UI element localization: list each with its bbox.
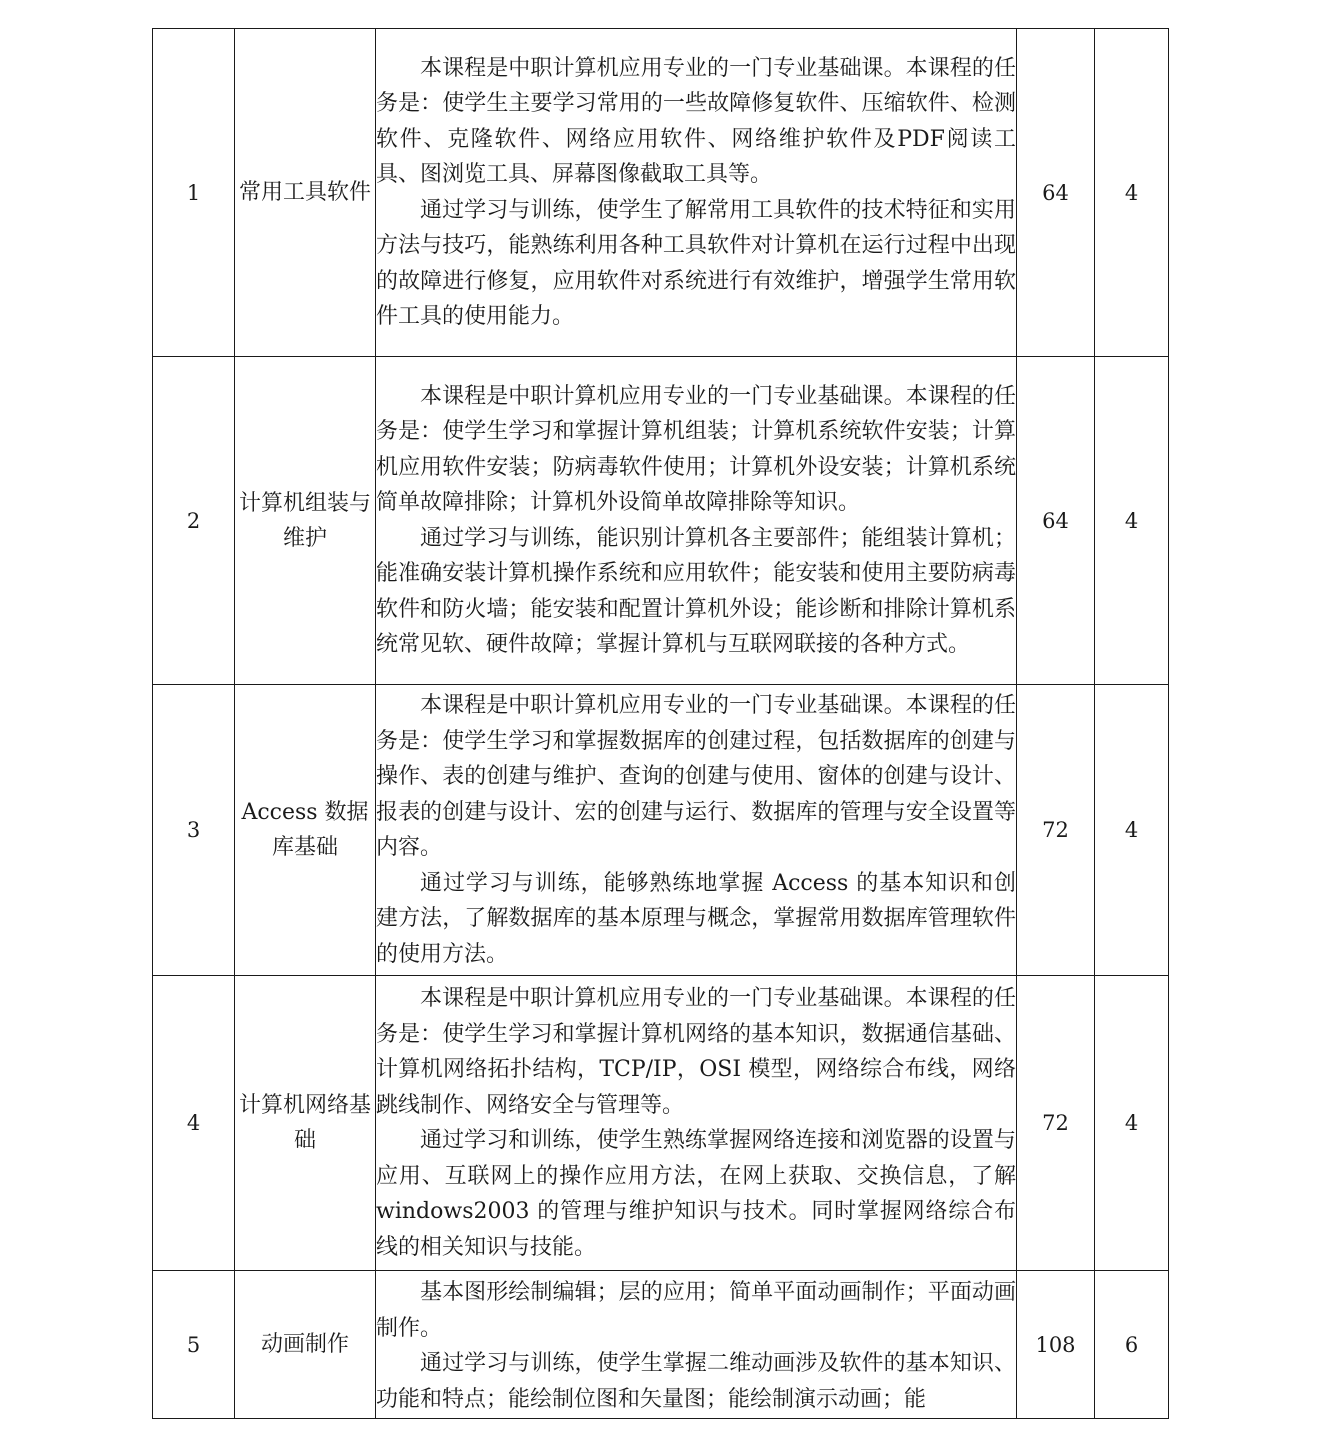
- course-name: 动画制作: [235, 1271, 376, 1419]
- course-description: [376, 976, 1017, 1271]
- description-paragraph: 本课程是中职计算机应用专业的一门专业基础课。本课程的任务是：使学生学习和掌握计算机组装；计算机系统软件安装；计算机应用软件安装；防病毒软件使用；计算机外设安装；计算机系统简单故障排除；计算机外设简单故障排除等知识。: [376, 383, 1016, 515]
- course-table: [152, 28, 1169, 1419]
- course-name: 常用工具软件: [235, 29, 376, 357]
- table-row: [153, 29, 1169, 357]
- course-name: Access 数据库基础: [235, 685, 376, 976]
- course-number: 1: [153, 29, 235, 357]
- course-credits: 4: [1095, 29, 1169, 357]
- course-number: 2: [153, 357, 235, 685]
- description-paragraph: 通过学习和训练，使学生熟练掌握网络连接和浏览器的设置与应用、互联网上的操作应用方法，在网上获取、交换信息，了解 windows2003 的管理与维护知识与技术。同时掌握网络综合布线的相关知识与技能。: [376, 1128, 1016, 1260]
- description-paragraph: 基本图形绘制编辑；层的应用；简单平面动画制作；平面动画制作。: [376, 1280, 1016, 1341]
- description-paragraph: 通过学习与训练，能识别计算机各主要部件；能组装计算机；能准确安装计算机操作系统和应用软件；能安装和使用主要防病毒软件和防火墙；能安装和配置计算机外设；能诊断和排除计算机系统常见软、硬件故障；掌握计算机与互联网联接的各种方式。: [376, 525, 1016, 657]
- course-credits: 4: [1095, 357, 1169, 685]
- table-row: [153, 1271, 1169, 1419]
- course-description: [376, 357, 1017, 685]
- description-paragraph: 本课程是中职计算机应用专业的一门专业基础课。本课程的任务是：使学生学习和掌握计算机网络的基本知识，数据通信基础、计算机网络拓扑结构，TCP/IP，OSI 模型，网络综合布线，网络跳线制作、网络安全与管理等。: [376, 986, 1016, 1118]
- course-name: 计算机网络基础: [235, 976, 376, 1271]
- course-credits: 4: [1095, 685, 1169, 976]
- course-name: 计算机组装与维护: [235, 357, 376, 685]
- course-hours: 108: [1017, 1271, 1095, 1419]
- course-description: [376, 29, 1017, 357]
- course-hours: 72: [1017, 685, 1095, 976]
- course-number: 4: [153, 976, 235, 1271]
- description-paragraph: 本课程是中职计算机应用专业的一门专业基础课。本课程的任务是：使学生学习和掌握数据库的创建过程，包括数据库的创建与操作、表的创建与维护、查询的创建与使用、窗体的创建与设计、报表的创建与设计、宏的创建与运行、数据库的管理与安全设置等内容。: [376, 693, 1016, 860]
- course-hours: 64: [1017, 29, 1095, 357]
- course-credits: 6: [1095, 1271, 1169, 1419]
- course-description: [376, 685, 1017, 976]
- course-description: [376, 1271, 1017, 1419]
- course-credits: 4: [1095, 976, 1169, 1271]
- table-row: [153, 357, 1169, 685]
- course-number: 3: [153, 685, 235, 976]
- table-row: [153, 976, 1169, 1271]
- description-paragraph: 通过学习与训练，使学生了解常用工具软件的技术特征和实用方法与技巧，能熟练利用各种工具软件对计算机在运行过程中出现的故障进行修复，应用软件对系统进行有效维护，增强学生常用软件工具的使用能力。: [376, 197, 1016, 329]
- course-hours: 64: [1017, 357, 1095, 685]
- table-row: [153, 685, 1169, 976]
- description-paragraph: 通过学习与训练，使学生掌握二维动画涉及软件的基本知识、功能和特点；能绘制位图和矢量图；能绘制演示动画；能: [376, 1351, 1016, 1412]
- description-paragraph: 通过学习与训练，能够熟练地掌握 Access 的基本知识和创建方法，了解数据库的基本原理与概念，掌握常用数据库管理软件的使用方法。: [376, 870, 1016, 967]
- description-paragraph: 本课程是中职计算机应用专业的一门专业基础课。本课程的任务是：使学生主要学习常用的一些故障修复软件、压缩软件、检测软件、克隆软件、网络应用软件、网络维护软件及PDF阅读工具、图浏览工具、屏幕图像截取工具等。: [376, 55, 1016, 187]
- course-number: 5: [153, 1271, 235, 1419]
- course-hours: 72: [1017, 976, 1095, 1271]
